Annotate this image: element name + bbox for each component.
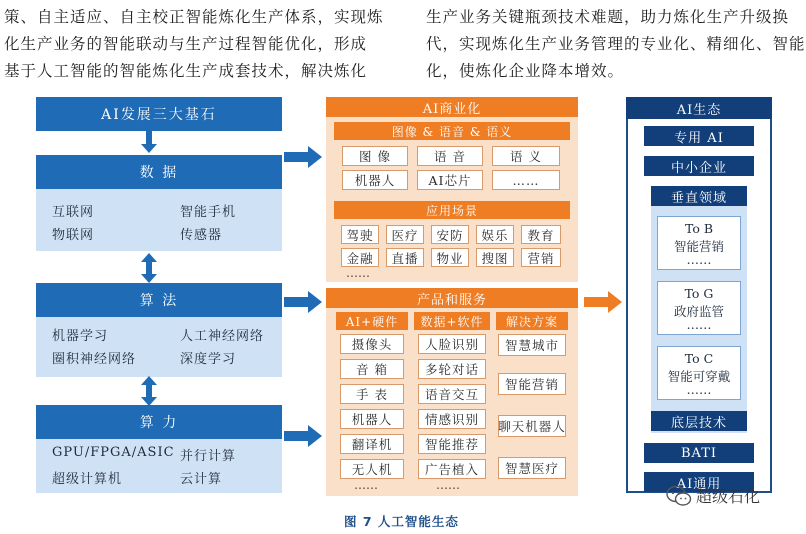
to-g-box	[657, 281, 741, 335]
to-b-label: To B	[684, 221, 714, 236]
double-arrow-icon	[141, 376, 157, 406]
image-voice-item: AI芯片	[417, 170, 483, 190]
scenario-item: 娱乐	[476, 225, 514, 244]
software-item: 人脸识别	[418, 334, 486, 354]
compute-item: 云计算	[180, 472, 223, 487]
hardware-item: 无人机	[340, 459, 404, 479]
scenario-item: 营销	[521, 248, 561, 267]
sme: 中小企业	[644, 156, 754, 176]
scenario-item: 搜图	[476, 248, 514, 267]
image-voice-heading: 图像 & 语音 & 语义	[334, 122, 570, 140]
right-arrow-icon	[284, 425, 322, 447]
watermark	[666, 484, 760, 507]
compute-items	[36, 439, 282, 493]
data-item: 物联网	[52, 228, 95, 243]
algorithm-item: 人工神经网络	[180, 329, 265, 344]
ai-ecosystem-title: AI生态	[626, 97, 772, 119]
scenario-item: 直播	[386, 248, 424, 267]
solution-item: 智慧城市	[498, 334, 566, 356]
hardware-heading: AI+硬件	[336, 312, 408, 330]
hardware-item: 翻译机	[340, 434, 404, 454]
ai-general: AI通用	[644, 472, 754, 492]
ai-commerce-title: AI商业化	[326, 97, 578, 117]
to-b-box	[657, 216, 741, 270]
compute-item: 超级计算机	[52, 472, 123, 487]
scenario-item: 安防	[431, 225, 469, 244]
down-arrow-icon	[141, 131, 157, 153]
double-arrow-icon	[141, 253, 157, 283]
ai-foundations-title: AI发展三大基石	[36, 97, 282, 131]
algorithm-item: 机器学习	[52, 329, 109, 344]
solutions-heading: 解决方案	[496, 312, 568, 330]
hardware-item: 机器人	[340, 409, 404, 429]
to-c-box	[657, 346, 741, 400]
hardware-item: 摄像头	[340, 334, 404, 354]
right-arrow-icon	[584, 291, 622, 313]
scenario-item: 驾驶	[341, 225, 379, 244]
to-c-desc: 智能可穿戴	[667, 369, 731, 384]
data-item: 互联网	[52, 205, 95, 220]
hardware-item: 手 表	[340, 384, 404, 404]
to-g-more: ……	[686, 317, 712, 332]
to-g-desc: 政府监管	[673, 304, 724, 319]
scenario-item: 金融	[341, 248, 379, 267]
data-item: 智能手机	[180, 205, 237, 220]
data-item: 传感器	[180, 228, 223, 243]
compute-heading: 算 力	[36, 405, 282, 439]
paragraph-left	[4, 4, 384, 85]
image-voice-item: 机器人	[342, 170, 408, 190]
scenario-item: 医疗	[386, 225, 424, 244]
vertical-domain: 垂直领域	[651, 186, 747, 206]
algorithm-item: 圈积神经网络	[52, 352, 137, 367]
data-heading: 数 据	[36, 155, 282, 189]
scenarios-heading: 应用场景	[334, 201, 570, 219]
figure-caption: 图 7 人工智能生态	[344, 514, 459, 529]
software-heading: 数据+软件	[414, 312, 490, 330]
bati: BATI	[644, 443, 754, 463]
paragraph-right	[426, 4, 804, 85]
software-item: 情感识别	[418, 409, 486, 429]
hardware-more: ……	[354, 478, 378, 492]
image-voice-item: ……	[492, 170, 560, 190]
compute-item: GPU/FPGA/ASIC	[52, 445, 175, 460]
paragraph-line: 化，使炼化企业降本增效。	[426, 62, 625, 80]
wechat-icon	[666, 485, 692, 507]
software-item: 智能推荐	[418, 434, 486, 454]
software-item: 多轮对话	[418, 359, 486, 379]
paragraph-line: 基于人工智能的智能炼化生产成套技术，解决炼化	[4, 62, 368, 80]
algorithm-item: 深度学习	[180, 352, 237, 367]
solution-item: 智慧医疗	[498, 457, 566, 479]
algorithm-heading: 算 法	[36, 283, 282, 317]
to-b-more: ……	[686, 252, 712, 267]
watermark-text: 超级石化	[696, 487, 761, 506]
right-arrow-icon	[284, 146, 322, 168]
image-voice-item: 语 音	[417, 146, 483, 166]
dedicated-ai: 专用 AI	[644, 126, 754, 146]
paragraph-line: 策、自主适应、自主校正智能炼化生产体系，实现炼	[4, 8, 384, 26]
paragraph-line: 生产业务关键瓶颈技术难题，助力炼化生产升级换	[426, 8, 790, 26]
compute-item: 并行计算	[180, 449, 237, 464]
software-item: 语音交互	[418, 384, 486, 404]
products-services-title: 产品和服务	[326, 288, 578, 308]
to-c-label: To C	[684, 351, 714, 366]
solution-item: 智能营销	[498, 373, 566, 395]
paragraph-line: 化生产业务的智能联动与生产过程智能优化，形成	[4, 35, 368, 53]
scenario-item: 物业	[431, 248, 469, 267]
software-more: ……	[436, 478, 460, 492]
image-voice-item: 语 义	[492, 146, 560, 166]
base-tech: 底层技术	[651, 411, 747, 431]
hardware-item: 音 箱	[340, 359, 404, 379]
image-voice-item: 图 像	[342, 146, 408, 166]
data-items	[36, 189, 282, 251]
paragraph-line: 代，实现炼化生产业务管理的专业化、精细化、智能	[426, 35, 806, 53]
scenarios-more: ……	[346, 266, 370, 280]
scenario-item: 教育	[521, 225, 561, 244]
to-b-desc: 智能营销	[673, 239, 724, 254]
software-item: 广告植入	[418, 459, 486, 479]
right-arrow-icon	[284, 291, 322, 313]
solution-item: 聊天机器人	[498, 415, 566, 437]
algorithm-items	[36, 317, 282, 377]
to-c-more: ……	[686, 382, 712, 397]
to-g-label: To G	[684, 286, 714, 301]
